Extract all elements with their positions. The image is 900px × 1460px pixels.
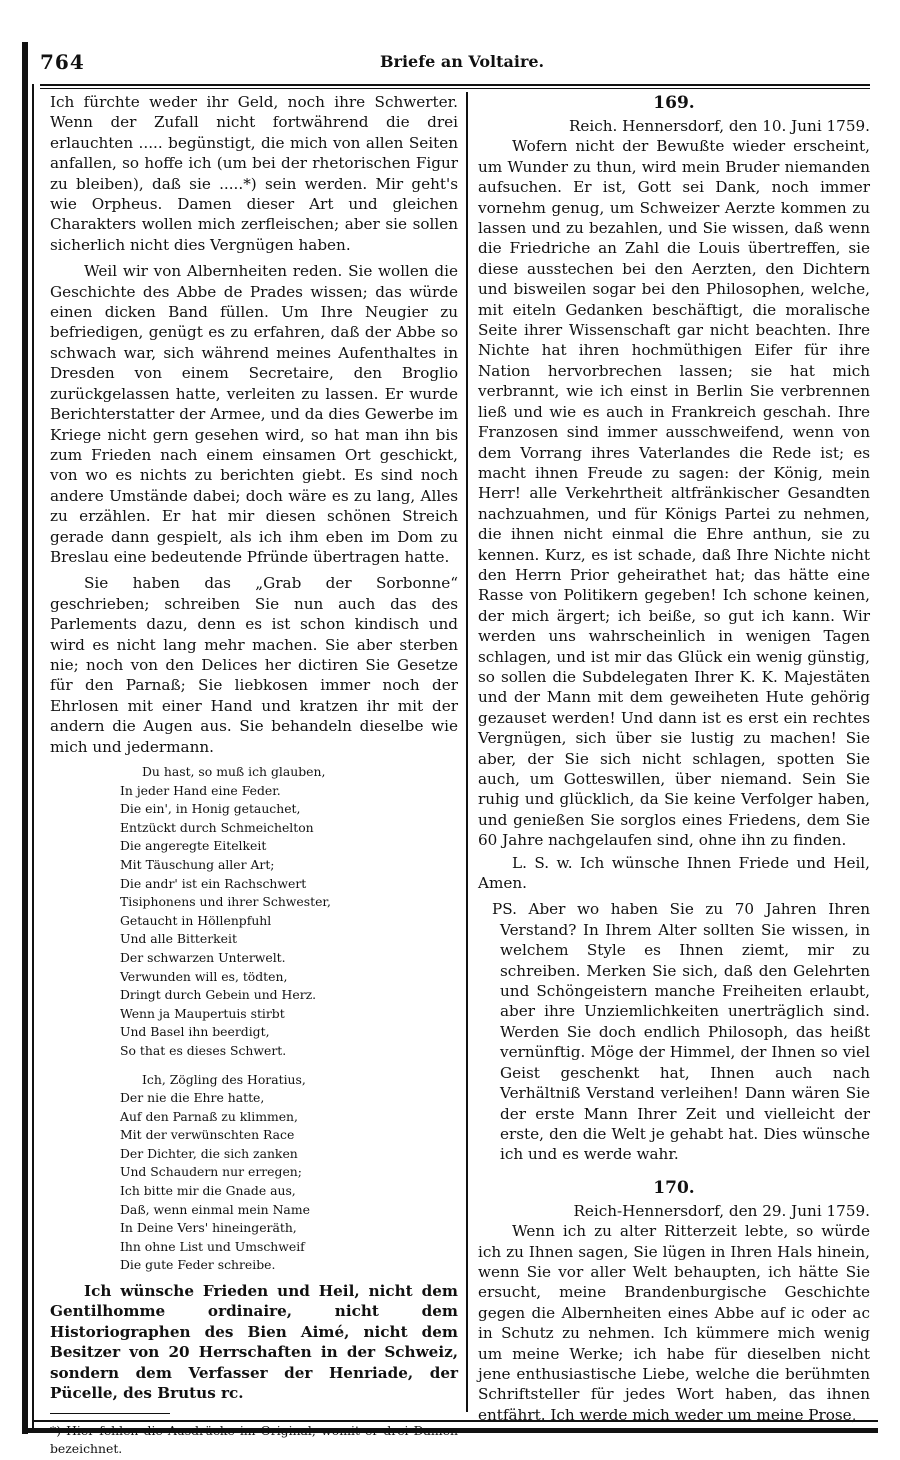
- poem-line: In Deine Vers' hineingeräth,: [120, 1220, 297, 1236]
- page-header: [40, 50, 870, 76]
- letter-169-postscript: PS. Aber wo haben Sie zu 70 Jahren Ihren Verstand? In Ihrem Alter sollten Sie wissen, in welchem Style es Ihnen ziemt, mir zu schreiben. Merken Sie sich, daß den Gelehrten und Schöngeistern manche Freiheiten erlaubt, aber ihre Unziemlichkeiten unerträglich sind. Werden Sie doch endlich Philosoph, das heißt vernünftig. Möge der Himmel, der Ihnen so viel Geist geschenkt hat, Ihnen auch nach Verhältniß Verstand verleihen! Dann wären Sie der erste Mann Ihrer Zeit und vielleicht der erste, den die Welt je gehabt hat. Dies wünsche ich und es werde wahr.: [492, 900, 870, 1164]
- poem-line: So that es dieses Schwert.: [120, 1042, 287, 1058]
- poem-line: Und Schaudern nur erregen;: [120, 1164, 302, 1180]
- poem-line: Die andr' ist ein Rachschwert: [120, 875, 307, 891]
- poem-line: Tisiphonens und ihrer Schwester,: [120, 894, 331, 910]
- poem-line: In jeder Hand eine Feder.: [120, 782, 281, 798]
- poem-line: Mit Täuschung aller Art;: [120, 856, 275, 872]
- letter-169-dateline: Reich. Hennersdorf, den 10. Juni 1759.: [568, 117, 870, 135]
- letter-number-169: 169.: [653, 93, 695, 113]
- poem-line: Daß, wenn einmal mein Name: [120, 1201, 310, 1217]
- poem-line: Die gute Feder schreibe.: [120, 1257, 276, 1273]
- footnote-rule: [50, 1413, 170, 1414]
- poem-line: Dringt durch Gebein und Herz.: [120, 987, 317, 1003]
- paragraph-1: Ich fürchte weder ihr Geld, noch ihre Schwerter. Wenn der Zufall nicht fortwährend die drei erlauchten ..... begünstigt, die mich von allen Seiten anfallen, so hoffe ich (um bei der rhetorischen Figur zu bleiben), daß sie .....*) sein werden. Mir geht's wie Orpheus. Damen dieser Art und gleichen Charakters wollen mich zerfleischen; aber sie sollen sicherlich nicht dies Vergnügen haben.: [50, 93, 458, 254]
- letter-169-body: Wofern nicht der Bewußte wieder erscheint, um Wunder zu thun, wird mein Bruder niemanden aufsuchen. Er ist, Gott sei Dank, noch immer vornehm genug, um Schweizer Aerzte kommen zu lassen und zu bezahlen, und Sie wissen, daß wenn die Friedriche an Zahl die Louis übertreffen, sie diese ausstechen bei den Aerzten, den Dichtern und bisweilen sogar bei den Philosophen, welche, mit eiteln Gedanken beschäftigt, die moralische Seite ihrer Wissenschaft gar nicht beachten. Ihre Nichte hat ihren hochmüthigen Eifer für ihre Nation hervorbrechen lassen; sie hat mich verbrannt, wie ich einst in Berlin Sie verbrennen ließ und wie es auch in Frankreich geschah. Ihre Franzosen sind immer ausschweifend, wenn von dem Vorrang ihres Vaterlandes die Rede ist; es macht ihnen Freude zu sagen: der König, mein Herr! alle Verkehrtheit altfränkischer Gesandten nachzuahmen, und für Königs Partei zu nehmen, die ihnen nicht einmal die Ehre anthun, sie zu kennen. Kurz, es ist schade, daß Ihre Nichte nicht den Herrn Prior geheirathet hat; das hätte eine Rasse von Politikern gegeben! Ich schone keinen, der mich ärgert; ich beiße, so gut ich kann. Wir werden uns wahrscheinlich in wenigen Tagen schlagen, und ist mir das Glück ein wenig günstig, so sollen die Subdelegaten Ihrer K. K. Majestäten und der Mann mit dem geweiheten Hute gehörig gezauset werden! Und dann ist es erst ein rechtes Vergnügen, sich über sie lustig zu machen! Sie aber, der Sie sich nicht schlagen, spotten Sie auch, um Gotteswillen, über niemand. Sein Sie ruhig und glücklich, da Sie keine Verfolger haben, und genießen Sie sorglos eines Friedens, dem Sie 60 Jahre nachgelaufen sind, ohne ihn zu finden.: [478, 137, 870, 850]
- letter-169-closing: L. S. w. Ich wünsche Ihnen Friede und Heil, Amen.: [478, 853, 870, 893]
- paragraph-2: Weil wir von Albernheiten reden. Sie wollen die Geschichte des Abbe de Prades wissen; das würde einen dicken Band füllen. Um Ihre Neugier zu befriedigen, genügt es zu erfahren, daß der Abbe so schwach war, sich während meines Aufenthaltes in Dresden von einem Secretaire, den Broglio zurückgelassen hatte, verleiten zu lassen. Er wurde Berichterstatter der Armee, und da dies Gewerbe im Kriege nicht gern gesehen wird, so hat man ihn bis zum Frieden nach einem einsamen Ort geschickt, von wo es nichts zu berichten giebt. Es sind noch andere Umstände dabei; doch wäre es zu lang, Alles zu erzählen. Er hat mir diesen schönen Streich gerade dann gespielt, als ich ihm eben im Dom zu Breslau eine bedeutende Pfründe übertragen hatte.: [50, 262, 458, 566]
- poem-line: Ich, Zögling des Horatius,: [142, 1071, 306, 1087]
- paragraph-3: Sie haben das „Grab der Sorbonne“ geschrieben; schreiben Sie nun auch das des Parlements dazu, denn es ist schon kindisch und wird es nicht lang mehr machen. Sie aber sterben nie; noch von den Delices her dictiren Sie Gesetze für den Parnaß; Sie liebkosen immer noch der Ehrlosen mit einer Hand und kratzen ihr mit der andern die Augen aus. Sie behandeln dieselbe wie mich und jedermann.: [50, 574, 458, 756]
- paragraph-4: Ich wünsche Frieden und Heil, nicht dem Gentilhomme ordinaire, nicht dem Historiographen des Bien Aimé, nicht dem Besitzer von 20 Herrschaften in der Schweiz, sondern dem Verfasser der Henriade, der Pücelle, des Brutus rc.: [50, 1282, 458, 1403]
- page-frame-left-inner: [32, 84, 34, 1430]
- poem-line: Entzückt durch Schmeichelton: [120, 819, 314, 835]
- column-divider: [466, 92, 468, 1412]
- running-head: Briefe an Voltaire.: [380, 52, 545, 71]
- poem-line: Ihn ohne List und Umschweif: [120, 1238, 305, 1254]
- page-number: 764: [40, 50, 85, 74]
- right-column: [478, 92, 870, 1425]
- poem: [120, 763, 458, 1275]
- header-rule-thin: [40, 88, 870, 89]
- poem-line: Verwunden will es, tödten,: [120, 968, 288, 984]
- poem-line: Und Basel ihn beerdigt,: [120, 1024, 270, 1040]
- footnote: *) Hier fehlen die Ausdrücke im Original; womit er drei Damen bezeichnet.: [50, 1423, 458, 1457]
- poem-line: Mit der verwünschten Race: [120, 1127, 295, 1143]
- poem-line: Auf den Parnaß zu klimmen,: [120, 1108, 298, 1124]
- letter-170-dateline: Reich-Hennersdorf, den 29. Juni 1759.: [573, 1201, 870, 1220]
- poem-line: Der schwarzen Unterwelt.: [120, 949, 286, 965]
- poem-line: Wenn ja Maupertuis stirbt: [120, 1005, 285, 1021]
- poem-line: Du hast, so muß ich glauben,: [142, 764, 326, 779]
- page-frame-left: [22, 42, 28, 1434]
- poem-line: Der nie die Ehre hatte,: [120, 1090, 265, 1106]
- letter-170-body: Wenn ich zu alter Ritterzeit lebte, so würde ich zu Ihnen sagen, Sie lügen in Ihren Hals hinein, wenn Sie vor aller Welt behaupten, ich hätte Sie ersucht, meine Brandenburgische Geschichte gegen die Albernheiten eines Abbe auf ic oder ac in Schutz zu nehmen. Ich kümmere mich wenig um meine Werke; ich habe für dieselben nicht jene enthusiastische Liebe, welche die berühmten Schriftsteller für jedes Wort haben, das ihnen entfährt. Ich werde mich weder um meine Prose,: [478, 1222, 870, 1424]
- poem-line: Die angeregte Eitelkeit: [120, 838, 267, 854]
- letter-number-170: 170.: [653, 1177, 695, 1198]
- poem-line: Der Dichter, die sich zanken: [120, 1145, 298, 1161]
- poem-line: Ich bitte mir die Gnade aus,: [120, 1183, 296, 1199]
- poem-line: Und alle Bitterkeit: [120, 931, 237, 947]
- poem-line: Die ein', in Honig getauchet,: [120, 801, 301, 817]
- header-rule: [40, 84, 870, 86]
- poem-line: Getaucht in Höllenpfuhl: [120, 912, 272, 928]
- left-column: [50, 92, 458, 1458]
